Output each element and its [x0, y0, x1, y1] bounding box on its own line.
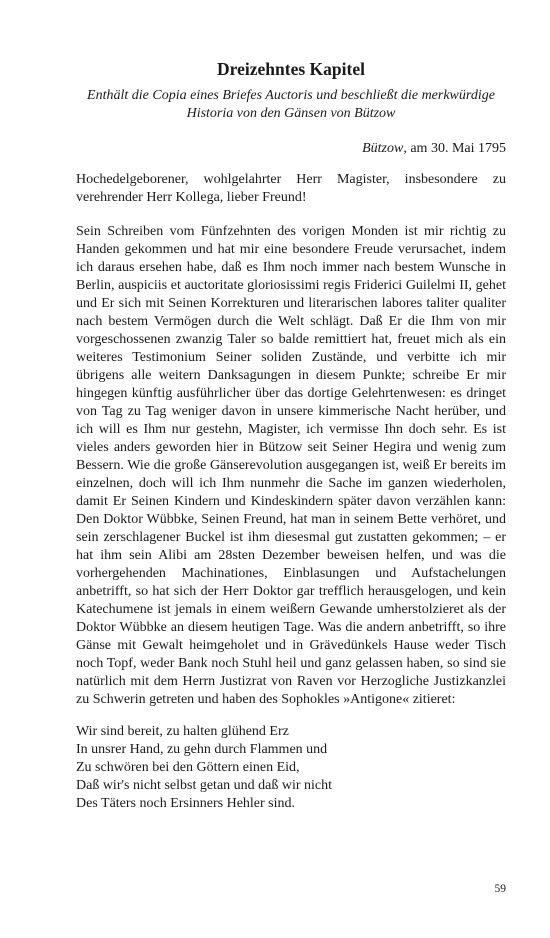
poem-quote [76, 723, 506, 813]
poem-line: Zu schwören bei den Göttern einen Eid, [76, 760, 300, 775]
letter-place: Bützow [362, 141, 404, 156]
chapter-title: Dreizehntes Kapitel [217, 59, 365, 79]
letter-salutation: Hochedelgeborener, wohlgelahrter Herr Magister, insbesondere zu verehrender Herr Kollega, lieber Freund! [76, 172, 506, 205]
page-number: 59 [494, 883, 506, 895]
letter-dateline [76, 140, 506, 158]
poem-line: Wir sind bereit, zu halten glühend Erz [76, 724, 289, 739]
poem-line: Daß wir's nicht selbst getan und daß wir nicht [76, 778, 333, 793]
letter-date: , am 30. Mai 1795 [403, 141, 506, 156]
letter-body: Sein Schreiben vom Fünfzehnten des vorigen Monden ist mir richtig zu Handen gekommen und hat mir eine besondere Freude verursachet, indem ich daraus ersehen habe, daß es Ihm noch immer nach bestem Wunsche in Berlin, auspiciis et auctoritate gloriosissimi regis Friderici Guilelmi II, gehet und Er sich mit Seinen Korrekturen und literarischen labores taliter qualiter nach bestem Vermögen durch die Welt schlägt. Daß Er die Ihm von mir vorgeschossenen zwanzig Taler so balde remittiert hat, freuet mich als ein weiteres Testimonium Seiner soliden Zustände, und verbitte ich mir übrigens alle weitern Danksagungen in diesem Punkte; schreibe Er mir hingegen künftig ausführlicher über das dortige Gelehrtenwesen: es dringet von Tag zu Tag weniger davon in unsere kimmerische Nacht herüber, und ich will es Ihm nur gestehn, Magister, ich vermisse Ihn doch sehr. Es ist vieles anders geworden hier in Bützow seit Seiner Hegira und wenig zum Bessern. Wie die große Gänserevolution ausgegangen ist, weiß Er bereits im einzelnen, doch will ich Ihm nunmehr die Sache im ganzen wiederholen, damit Er Seinen Kindern und Kindeskindern später davon verzählen kann: Den Doktor Wübbke, Seinen Freund, hat man in seinem Bette verhöret, und sein zerschlagener Buckel ist ihm diesesmal gut zustatten gekommen; – er hat ihm sein Alibi am 28sten Dezember beweisen helfen, und was die vorhergehenden Machinationes, Einblasungen und Aufstachelungen anbetrifft, so hat sich der Herr Doktor gar trefflich herausgelogen, und kein Katechumene ist jemals in einem weißern Gewande umherstolzieret als der Doktor Wübbke an diesem heutigen Tage. Was die andern anbetrifft, so ihre Gänse mit Gewalt heimgeholet und in Grävedünkels Hause weder Tisch noch Topf, weder Bank noch Stuhl heil und ganz gelassen haben, so sind sie natürlich mit dem Herrn Justizrat von Raven vor Herzogliche Justizkanzlei zu Schwerin getreten und haben des Sophokles »Antigone« zitieret: [76, 224, 506, 707]
book-page [0, 58, 550, 938]
poem-line: Des Täters noch Ersinners Hehler sind. [76, 796, 296, 811]
chapter-subtitle: Enthält die Copia eines Briefes Auctoris und beschließt die merkwürdige Historia von den Gänsen von Bützow [87, 88, 495, 121]
poem-line: In unsrer Hand, zu gehn durch Flammen und [76, 742, 328, 757]
